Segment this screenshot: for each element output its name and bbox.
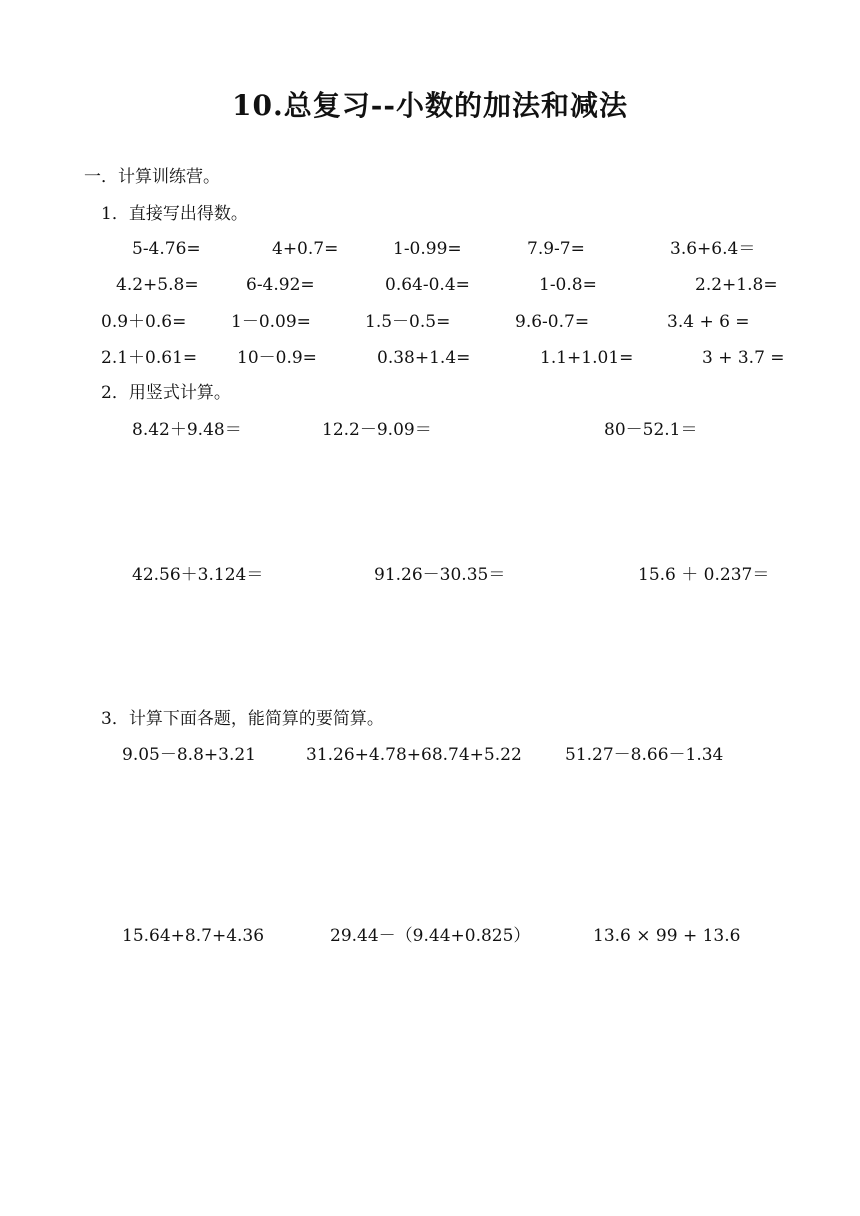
simplify-calc-item: 51.27－8.66－1.34: [565, 745, 724, 765]
mental-math-item: 0.64-0.4=: [385, 275, 470, 295]
mental-math-item: 4+0.7=: [272, 239, 339, 259]
mental-math-item: 2.2+1.8=: [695, 275, 778, 295]
mental-math-item: 10－0.9=: [237, 348, 317, 368]
mental-math-item: 2.1＋0.61=: [101, 348, 198, 368]
mental-math-item: 6-4.92=: [246, 275, 315, 295]
mental-math-item: 4.2+5.8=: [116, 275, 199, 295]
mental-math-item: 3 + 3.7 =: [702, 348, 785, 368]
mental-math-item: 3.4 + 6 =: [667, 312, 750, 332]
question-3-heading: 3．计算下面各题，能简算的要简算。: [101, 709, 384, 729]
vertical-calc-item: 91.26－30.35＝: [374, 565, 506, 585]
vertical-calc-item: 80－52.1＝: [604, 420, 698, 440]
mental-math-item: 0.38+1.4=: [377, 348, 471, 368]
mental-math-item: 0.9＋0.6=: [101, 312, 187, 332]
mental-math-item: 1.5－0.5=: [365, 312, 451, 332]
simplify-calc-item: 13.6 × 99 + 13.6: [593, 926, 741, 946]
page-title: 10.总复习--小数的加法和减法: [232, 89, 628, 122]
question-1-heading: 1．直接写出得数。: [101, 204, 248, 224]
vertical-calc-item: 8.42＋9.48＝: [132, 420, 242, 440]
mental-math-item: 1-0.99=: [393, 239, 462, 259]
vertical-calc-item: 42.56＋3.124＝: [132, 565, 264, 585]
vertical-calc-item: 15.6 ＋ 0.237＝: [638, 565, 770, 585]
mental-math-item: 9.6-0.7=: [515, 312, 590, 332]
simplify-calc-item: 9.05－8.8+3.21: [122, 745, 256, 765]
simplify-calc-item: 15.64+8.7+4.36: [122, 926, 265, 946]
question-2-heading: 2．用竖式计算。: [101, 383, 231, 403]
mental-math-item: 1－0.09=: [231, 312, 311, 332]
mental-math-item: 3.6+6.4＝: [670, 239, 756, 259]
mental-math-item: 7.9-7=: [527, 239, 585, 259]
simplify-calc-item: 29.44－（9.44+0.825）: [330, 926, 531, 946]
mental-math-item: 1.1+1.01=: [540, 348, 634, 368]
simplify-calc-item: 31.26+4.78+68.74+5.22: [306, 745, 522, 765]
section-1-heading: 一．计算训练营。: [84, 167, 220, 187]
vertical-calc-item: 12.2－9.09＝: [322, 420, 432, 440]
mental-math-item: 5-4.76=: [132, 239, 201, 259]
mental-math-item: 1-0.8=: [539, 275, 597, 295]
